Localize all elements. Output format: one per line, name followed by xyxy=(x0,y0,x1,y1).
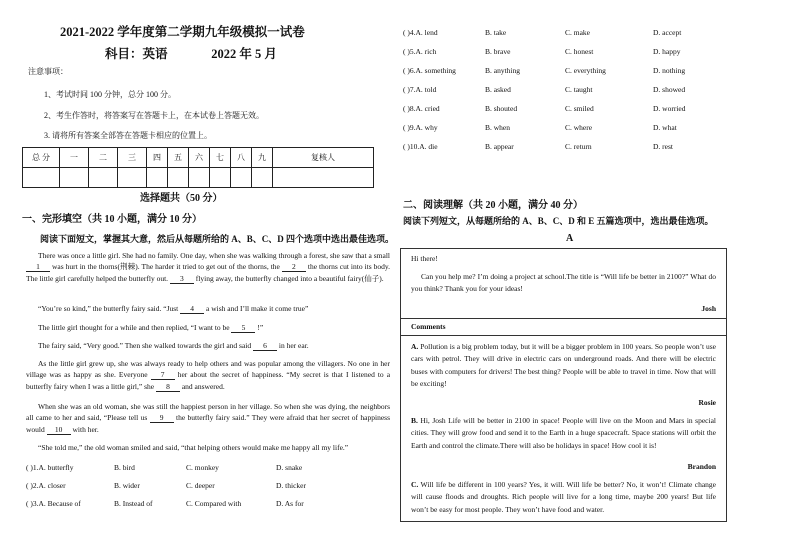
score-table xyxy=(22,147,374,188)
question-number: ( )9.A. why xyxy=(403,123,438,132)
option-b[interactable]: B. shouted xyxy=(485,104,518,113)
option-b[interactable]: B. asked xyxy=(485,85,511,94)
section1-title: 一、完形填空（共 10 小题，满分 10 分） xyxy=(22,214,202,225)
question-number: ( )8.A. cried xyxy=(403,104,440,113)
score-header-cell: 二 xyxy=(89,148,118,168)
option-c[interactable]: C. taught xyxy=(565,85,593,94)
score-cell xyxy=(252,168,273,188)
section1-instruction: 阅读下面短文，掌握其大意，然后从每题所给的 A、B、C、D 四个选项中选出最佳选项。 xyxy=(40,234,395,244)
score-cell xyxy=(60,168,89,188)
blank-2: 2 xyxy=(282,262,306,272)
notice-item: 3. 请将所有答案全部答在答题卡相应的位置上。 xyxy=(44,131,212,140)
score-header-cell: 五 xyxy=(168,148,189,168)
option-b[interactable]: B. Instead of xyxy=(114,499,153,508)
score-cell xyxy=(168,168,189,188)
score-cell xyxy=(210,168,231,188)
option-d[interactable]: D. snake xyxy=(276,463,303,472)
option-c[interactable]: C. honest xyxy=(565,47,594,56)
exam-title: 2021-2022 学年度第二学期九年级模拟一试卷 xyxy=(60,25,305,39)
blank-4: 4 xyxy=(180,304,204,314)
passage-paragraph: “You’re so kind,” the butterfly fairy said. “Just 4 a wish and I’ll make it come true” xyxy=(38,304,309,313)
notice-heading: 注意事项： xyxy=(28,67,68,76)
exam-subtitle: 科目：英语 2022 年 5 月 xyxy=(105,47,277,61)
score-header-cell: 复核人 xyxy=(273,148,374,168)
question-number: ( )10.A. die xyxy=(403,142,438,151)
option-c[interactable]: C. smiled xyxy=(565,104,594,113)
question-number: ( )2.A. closer xyxy=(26,481,66,490)
blank-6: 6 xyxy=(253,341,277,351)
score-cell xyxy=(147,168,168,188)
option-d[interactable]: D. accept xyxy=(653,28,682,37)
divider xyxy=(401,318,726,319)
score-header-cell: 七 xyxy=(210,148,231,168)
score-cell xyxy=(273,168,374,188)
question-number: ( )5.A. rich xyxy=(403,47,437,56)
score-cell xyxy=(189,168,210,188)
question-number: ( )3.A. Because of xyxy=(26,499,81,508)
comment-c: C. Will life be different in 100 years? Yes, it will. Will life be better? No, it won’t! Climate change will cause floods and droughts. Rich people will live for a long time, maybe 200 years! But life won’t be easy for most people. They won’t have food and water. xyxy=(411,480,716,514)
option-c[interactable]: C. where xyxy=(565,123,593,132)
option-c[interactable]: C. everything xyxy=(565,66,606,75)
blank-7: 7 xyxy=(151,370,175,380)
option-b[interactable]: B. take xyxy=(485,28,507,37)
comment-b-author: Brandon xyxy=(687,462,716,471)
option-c[interactable]: C. monkey xyxy=(186,463,219,472)
score-header-cell: 四 xyxy=(147,148,168,168)
blank-3: 3 xyxy=(170,274,194,284)
notice-item: 1、考试时间 100 分钟，总分 100 分。 xyxy=(44,90,176,99)
passage-paragraph: “She told me,” the old woman smiled and said, “that helping others would make me happy all my life.” xyxy=(38,443,349,452)
option-d[interactable]: D. As for xyxy=(276,499,304,508)
notice-item: 2、考生作答时，将答案写在答题卡上，在本试卷上答题无效。 xyxy=(44,111,264,120)
blank-5: 5 xyxy=(231,323,255,333)
score-table-input-row xyxy=(23,168,374,188)
score-cell xyxy=(231,168,252,188)
reading-box xyxy=(400,248,727,522)
score-table-header-row xyxy=(23,148,374,168)
comments-label: Comments xyxy=(411,322,446,331)
option-c[interactable]: C. deeper xyxy=(186,481,215,490)
score-cell xyxy=(23,168,60,188)
option-d[interactable]: D. happy xyxy=(653,47,681,56)
blank-1: 1 xyxy=(26,262,50,272)
score-header-cell: 一 xyxy=(60,148,89,168)
option-d[interactable]: D. nothing xyxy=(653,66,686,75)
passage-label: A xyxy=(566,233,574,244)
option-b[interactable]: B. wider xyxy=(114,481,140,490)
option-b[interactable]: B. anything xyxy=(485,66,520,75)
option-d[interactable]: D. thicker xyxy=(276,481,306,490)
score-header-cell: 总 分 xyxy=(23,148,60,168)
blank-8: 8 xyxy=(156,382,180,392)
option-b[interactable]: B. when xyxy=(485,123,510,132)
comment-a-author: Rosie xyxy=(698,398,716,407)
option-d[interactable]: D. what xyxy=(653,123,677,132)
section2-instruction: 阅读下列短文，从每题所给的 A、B、C、D 和 E 五篇选项中，选出最佳选项。 xyxy=(403,216,714,226)
blank-9: 9 xyxy=(150,413,174,423)
passage-paragraph: There was once a little girl. She had no family. One day, when she was walking through a forest, she saw that a small 1 was hurt in the thorns(荆棘). The harder it tried to get out of the thorns, the 2 the thorns cut into its body. The little girl carefully helped the butterfly out. 3 flying away, the butterfly changed into a beautiful fairy(仙子). xyxy=(26,251,391,283)
score-header-cell: 八 xyxy=(231,148,252,168)
signature: Josh xyxy=(701,304,716,313)
option-c[interactable]: C. make xyxy=(565,28,590,37)
score-cell xyxy=(89,168,118,188)
question-number: ( )1.A. butterfly xyxy=(26,463,74,472)
question-number: ( )4.A. lend xyxy=(403,28,438,37)
section2-title: 二、阅读理解（共 20 小题，满分 40 分） xyxy=(403,200,583,211)
option-c[interactable]: C. Compared with xyxy=(186,499,242,508)
score-header-cell: 六 xyxy=(189,148,210,168)
blank-10: 10 xyxy=(47,425,71,435)
intro-text: Can you help me? I’m doing a project at school.The title is “Will life be better in 2100?” What do you think? Thank you for your ideas! xyxy=(411,272,716,294)
score-header-cell: 三 xyxy=(118,148,147,168)
greeting: Hi there! xyxy=(411,254,438,263)
divider xyxy=(401,335,726,336)
passage-paragraph: The fairy said, “Very good.” Then she walked towards the girl and said 6 in her ear. xyxy=(38,341,309,350)
passage-paragraph: The little girl thought for a while and then replied, “I want to be 5 !” xyxy=(38,323,264,332)
question-number: ( )6.A. something xyxy=(403,66,456,75)
option-d[interactable]: D. worried xyxy=(653,104,686,113)
comment-b: B. Hi, Josh Life will be better in 2100 in space! People will live on the Moon and Mars in special cities. They will grow food and send it to the Earth in a huge spacecraft. Space stations will orbit the Earth and control the climate.There will also be holidays in space! How cool it is! xyxy=(411,416,717,450)
option-d[interactable]: D. showed xyxy=(653,85,686,94)
option-b[interactable]: B. appear xyxy=(485,142,514,151)
option-b[interactable]: B. bird xyxy=(114,463,135,472)
score-cell xyxy=(118,168,147,188)
score-header-cell: 九 xyxy=(252,148,273,168)
question-number: ( )7.A. told xyxy=(403,85,437,94)
passage-paragraph: As the little girl grew up, she was always ready to help others and was popular among the villagers. No one in her village was as happy as she. Everyone 7 her about the secret of happiness. “My secret is that I listened to a butterfly fairy when I was a little girl,” she 8 and answered. xyxy=(26,359,391,391)
option-c[interactable]: C. return xyxy=(565,142,592,151)
option-d[interactable]: D. rest xyxy=(653,142,673,151)
comment-a: A. Pollution is a big problem today, but it will be a bigger problem in 100 years. So people won’t use cars with petrol. They will drive in electric cars on underground roads. And there will be electric buses with computers for drivers! The best thing? People will be able to travel in time. Now that will be exciting! xyxy=(411,342,716,389)
passage-paragraph: When she was an old woman, she was still the happiest person in her village. So when she was dying, the neighbors all came to her and said, “Please tell us 9 the butterfly fairy said.” They were afraid that her secret of happiness would 10 with her. xyxy=(26,402,391,434)
choice-section-title: 选择题共（50 分） xyxy=(140,193,223,204)
option-b[interactable]: B. brave xyxy=(485,47,511,56)
